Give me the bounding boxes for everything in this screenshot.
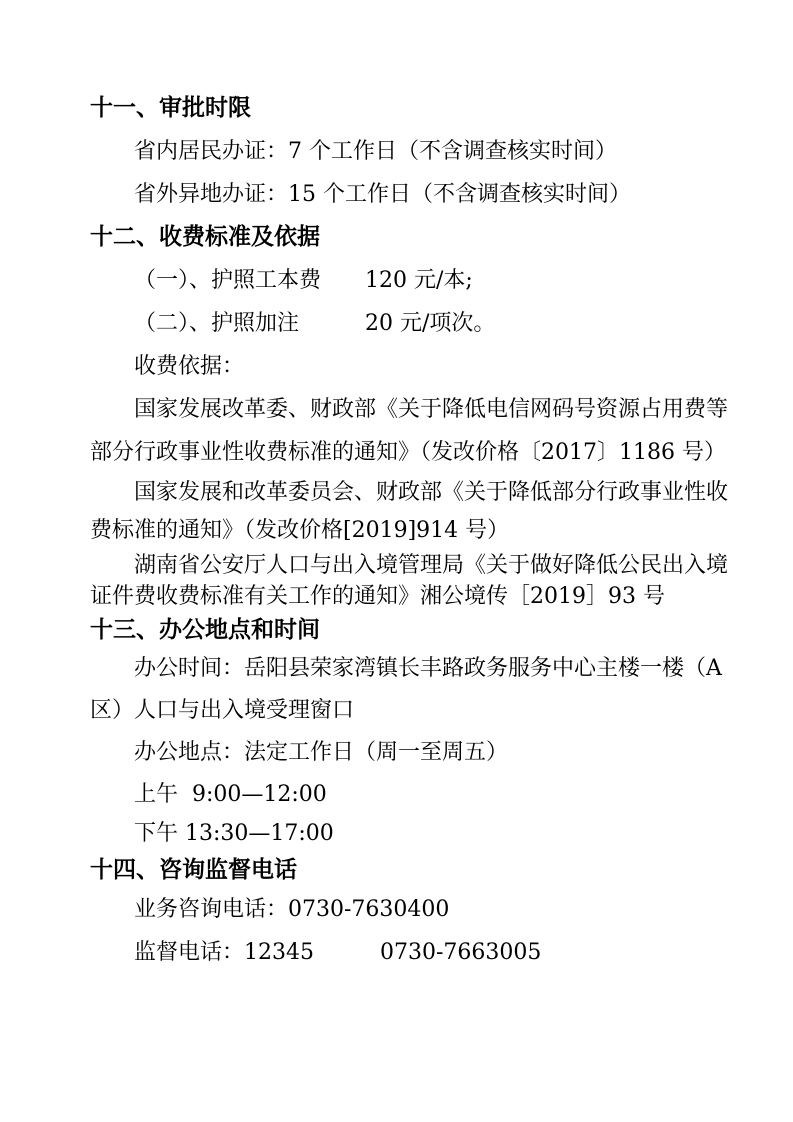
section-heading-office-location-time: 十三、办公地点和时间 bbox=[90, 617, 320, 643]
line-morning-hours: 上午 9:00—12:00 bbox=[134, 782, 327, 807]
section-heading-approval-time-limit: 十一、审批时限 bbox=[90, 95, 251, 121]
line-passport-production-fee: （一）、护照工本费 120 元/本; bbox=[134, 268, 473, 293]
line-provincial-processing-time: 省内居民办证：7 个工作日（不含调查核实时间） bbox=[134, 139, 617, 164]
line-office-address-part1: 办公时间：岳阳县荣家湾镇长丰路政务服务中心主楼一楼（A bbox=[134, 656, 722, 681]
line-afternoon-hours: 下午 13:30—17:00 bbox=[134, 821, 334, 846]
line-fee-basis-doc1-part1: 国家发展改革委、财政部《关于降低电信网码号资源占用费等 bbox=[134, 397, 729, 422]
line-fee-basis-doc2-part2: 费标准的通知》（发改价格[2019]914 号） bbox=[90, 518, 510, 543]
line-office-workdays: 办公地点：法定工作日（周一至周五） bbox=[134, 740, 509, 765]
line-outofprovince-processing-time: 省外异地办证：15 个工作日（不含调查核实时间） bbox=[134, 182, 631, 207]
line-fee-basis-doc1-part2: 部分行政事业性收费标准的通知》（发改价格〔2017〕1186 号） bbox=[90, 440, 726, 465]
line-fee-basis-doc3-part1: 湖南省公安厅人口与出入境管理局《关于做好降低公民出入境 bbox=[134, 553, 729, 578]
section-heading-inquiry-supervision-phone: 十四、咨询监督电话 bbox=[90, 857, 297, 883]
line-office-address-part2: 区）人口与出入境受理窗口 bbox=[90, 698, 355, 723]
line-passport-endorsement-fee: （二）、护照加注 20 元/项次。 bbox=[134, 311, 496, 336]
line-fee-basis-doc2-part1: 国家发展和改革委员会、财政部《关于降低部分行政事业性收 bbox=[134, 480, 729, 505]
line-business-inquiry-phone: 业务咨询电话：0730-7630400 bbox=[134, 897, 450, 922]
line-fee-basis-doc3-part2: 证件费收费标准有关工作的通知》湘公境传［2019］93 号 bbox=[90, 584, 665, 609]
line-supervision-phone: 监督电话：12345 0730-7663005 bbox=[134, 940, 542, 965]
section-heading-fee-standards: 十二、收费标准及依据 bbox=[90, 224, 320, 250]
line-fee-basis-label: 收费依据： bbox=[134, 354, 245, 379]
